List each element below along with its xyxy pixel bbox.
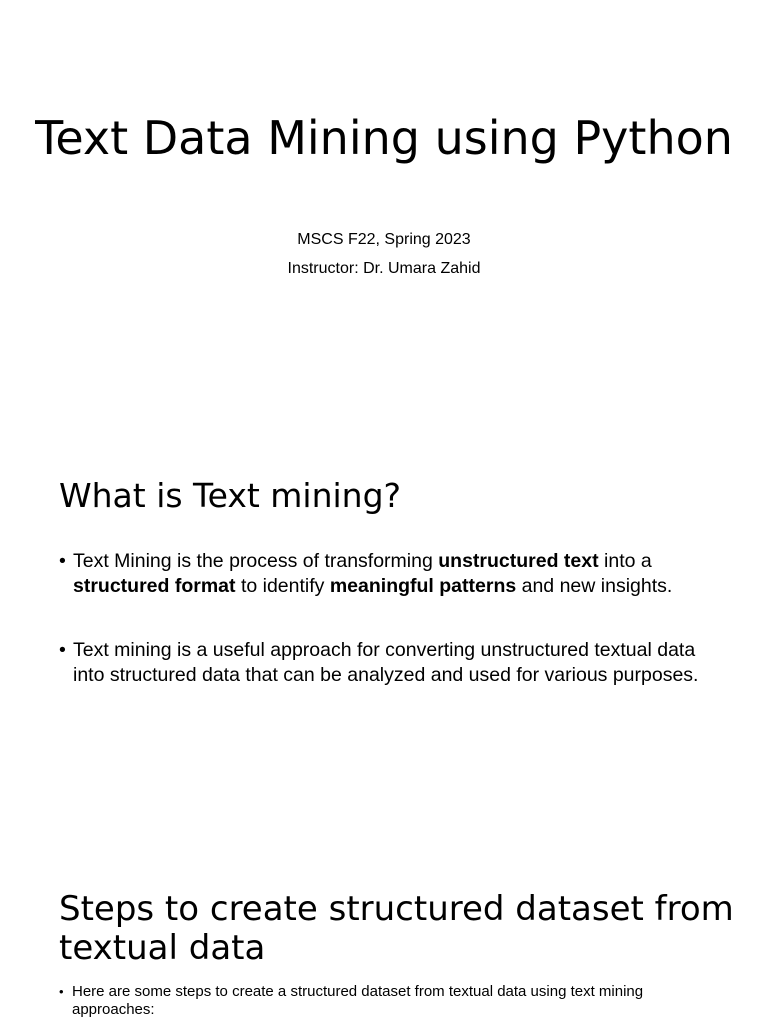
bullet-text: Text Mining is the process of transforming xyxy=(73,550,439,572)
bullet-marker: • xyxy=(59,550,66,572)
bullet-item xyxy=(59,983,699,1019)
bold-phrase: structured format xyxy=(73,575,236,597)
bullet-marker: • xyxy=(59,984,64,999)
slide-heading: What is Text mining? xyxy=(59,476,402,515)
bullet-text: Here are some steps to create a structured dataset from textual data using text mining approaches: xyxy=(72,983,644,1018)
presentation-title: Text Data Mining using Python xyxy=(35,111,733,165)
bold-phrase: unstructured text xyxy=(438,550,599,572)
slide-heading: Steps to create structured dataset from textual data xyxy=(59,889,734,968)
bullet-list xyxy=(59,549,709,688)
bullet-item xyxy=(59,549,709,599)
steps-slide xyxy=(0,864,768,1024)
instructor-subtitle: Instructor: Dr. Umara Zahid xyxy=(287,260,481,277)
bullet-marker: • xyxy=(59,639,66,661)
bold-phrase: meaningful patterns xyxy=(329,575,517,597)
what-is-text-mining-slide xyxy=(0,432,768,864)
title-slide xyxy=(0,0,768,432)
bullet-text: and new insights. xyxy=(516,575,673,597)
bullet-list xyxy=(59,983,699,1019)
course-subtitle: MSCS F22, Spring 2023 xyxy=(297,231,471,248)
bullet-text: Text mining is a useful approach for converting unstructured textual data into structured data that can be analyzed and used for various purposes. xyxy=(73,639,699,686)
bullet-text: into a xyxy=(598,550,652,572)
bullet-item xyxy=(59,638,709,688)
bullet-text: to identify xyxy=(235,575,330,597)
